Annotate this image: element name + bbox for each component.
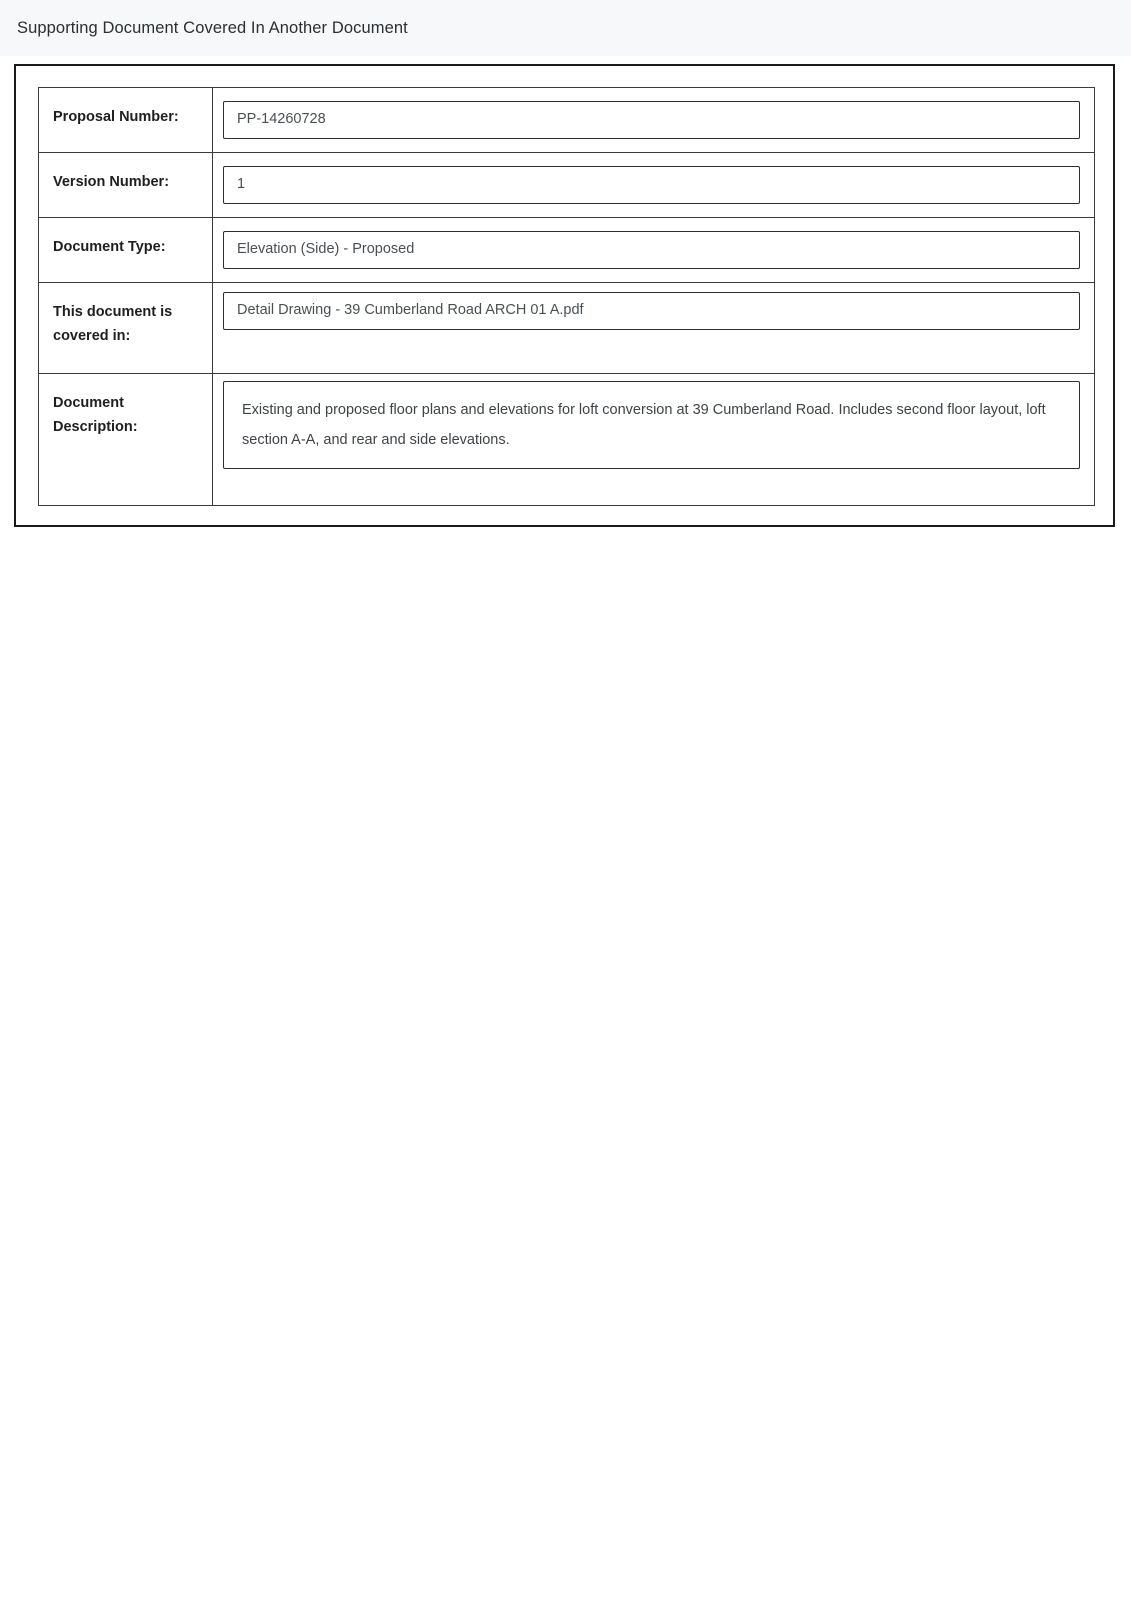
document-description-label: Document Description: [39, 374, 213, 506]
version-number-label: Version Number: [39, 153, 213, 218]
proposal-number-label: Proposal Number: [39, 88, 213, 153]
document-description-field[interactable]: Existing and proposed floor plans and elevations for loft conversion at 39 Cumberland Road. Includes second floor layout, loft section A-A, and rear and side elevations. [223, 381, 1080, 469]
table-row-version-number [39, 153, 1095, 218]
table-row-document-description [39, 374, 1095, 506]
table-row-document-type [39, 218, 1095, 283]
page-header [0, 0, 1131, 56]
version-number-field[interactable]: 1 [223, 166, 1080, 204]
document-type-field[interactable]: Elevation (Side) - Proposed [223, 231, 1080, 269]
table-row-proposal-number [39, 88, 1095, 153]
covered-in-field[interactable]: Detail Drawing - 39 Cumberland Road ARCH 01 A.pdf [223, 292, 1080, 330]
proposal-number-field[interactable]: PP-14260728 [223, 101, 1080, 139]
covered-in-label: This document is covered in: [39, 283, 213, 374]
page-title: Supporting Document Covered In Another Document [17, 18, 408, 37]
document-type-label: Document Type: [39, 218, 213, 283]
table-row-covered-in [39, 283, 1095, 374]
supporting-document-form [38, 87, 1095, 506]
document-panel [14, 64, 1115, 527]
